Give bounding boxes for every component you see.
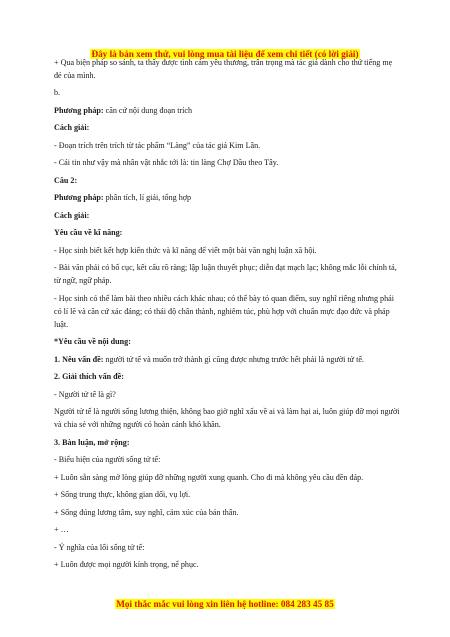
- paragraph: [54, 157, 400, 170]
- paragraph: [54, 507, 400, 520]
- paragraph: [54, 175, 400, 188]
- paragraph-text: Người tử tế là người sống lương thiện, không bao giờ nghĩ xấu về ai và làm hại ai, luôn giúp đỡ mọi người và chia sẻ với những người có hoàn cảnh khó khăn.: [54, 407, 400, 430]
- paragraph-text: - Ý nghĩa của lối sống tử tế:: [54, 542, 145, 552]
- paragraph-text: người tử tế và muốn trở thành gì cũng được nhưng trước hết phải là người tử tế.: [103, 354, 364, 364]
- paragraph: [54, 389, 400, 402]
- paragraph-text: + …: [54, 525, 69, 535]
- paragraph-bold-lead: Phương pháp:: [54, 193, 104, 203]
- paragraph: [54, 336, 400, 349]
- paragraph-text: - Bài văn phải có bố cục, kết cấu rõ ràng; lập luận thuyết phục; diễn đạt mạch lạc; không mắc lỗi chính tả, từ ngữ, ngữ pháp.: [54, 263, 397, 286]
- paragraph-text: + Sống trung thực, không gian dối, vụ lợi.: [54, 490, 191, 500]
- paragraph-text: + Sống đúng lương tâm, suy nghĩ, cảm xúc của bản thân.: [54, 507, 239, 517]
- paragraph: [54, 122, 400, 135]
- paragraph-text: - Đoạn trích trên trích từ tác phẩm “Làng” của tác giả Kim Lân.: [54, 140, 261, 150]
- paragraph: [54, 227, 400, 240]
- paragraph-text: - Biểu hiện của người sống tử tế:: [54, 455, 161, 465]
- paragraph: [54, 87, 400, 100]
- paragraph: [54, 293, 400, 332]
- paragraph: [54, 57, 400, 83]
- paragraph-text: - Cái tin như vậy mà nhân vật nhắc tới là: tin làng Chợ Dầu theo Tây.: [54, 158, 279, 168]
- paragraph: [54, 489, 400, 502]
- paragraph-bold-lead: 3. Bàn luận, mở rộng:: [54, 437, 130, 447]
- paragraph-text: - Học sinh biết kết hợp kiến thức và kĩ năng để viết một bài văn nghị luận xã hội.: [54, 245, 317, 255]
- preview-notice-text: Đây là bản xem thử, vui lòng mua tài liệu để xem chi tiết (có lời giải): [91, 49, 359, 59]
- paragraph-text: b.: [54, 88, 61, 98]
- paragraph: [54, 105, 400, 118]
- paragraph-bold-lead: Yêu cầu về kĩ năng:: [54, 228, 123, 238]
- paragraph: [54, 210, 400, 223]
- paragraph-text: - Học sinh có thể làm bài theo nhiều cách khác nhau; có thể bày tỏ quan điểm, suy nghĩ riêng nhưng phải có lí lẽ và căn cứ xác đáng; có thái độ chân thành, nghiêm túc, phù hợp với chuẩn mực đạo đức và pháp luật.: [54, 293, 394, 329]
- hotline-footer-text: Mọi thắc mắc vui lòng xin liên hệ hotline: 084 283 45 85: [116, 599, 334, 609]
- hotline-footer-banner: [0, 594, 450, 612]
- paragraph: [54, 245, 400, 258]
- paragraph: [54, 524, 400, 537]
- paragraph: [54, 559, 400, 572]
- paragraph-bold-lead: Câu 2:: [54, 175, 78, 185]
- paragraph-text: - Người tử tế là gì?: [54, 389, 116, 399]
- paragraph: [54, 542, 400, 555]
- paragraph-bold-lead: 1. Nêu vấn đề:: [54, 354, 104, 364]
- paragraph-text: phân tích, lí giải, tổng hợp: [103, 193, 192, 203]
- paragraph: [54, 192, 400, 205]
- paragraph-bold-lead: 2. Giải thích vấn đề:: [54, 372, 124, 382]
- paragraph-text: + Luôn sẵn sàng mở lòng giúp đỡ những người xung quanh. Cho đi mà không yêu cầu đền đáp.: [54, 472, 364, 482]
- paragraph: [54, 354, 400, 367]
- paragraph: [54, 406, 400, 432]
- paragraph: [54, 371, 400, 384]
- paragraph-bold-lead: Cách giải:: [54, 123, 90, 133]
- paragraph-text: + Luôn được mọi người kính trọng, nể phục.: [54, 560, 199, 570]
- paragraph: [54, 140, 400, 153]
- paragraph-bold-lead: Phương pháp:: [54, 105, 104, 115]
- paragraph: [54, 472, 400, 485]
- paragraph: [54, 262, 400, 288]
- paragraph-bold-lead: *Yêu cầu về nội dung:: [54, 337, 131, 347]
- paragraph: [54, 454, 400, 467]
- document-body: [54, 57, 400, 577]
- paragraph-text: căn cứ nội dung đoạn trích: [103, 105, 193, 115]
- paragraph-bold-lead: Cách giải:: [54, 210, 90, 220]
- paragraph-text: + Qua biện pháp so sánh, ta thấy được tình cảm yêu thương, trân trọng mà tác giả dành cho thứ tiếng mẹ đẻ của mình.: [54, 58, 393, 80]
- paragraph: [54, 437, 400, 450]
